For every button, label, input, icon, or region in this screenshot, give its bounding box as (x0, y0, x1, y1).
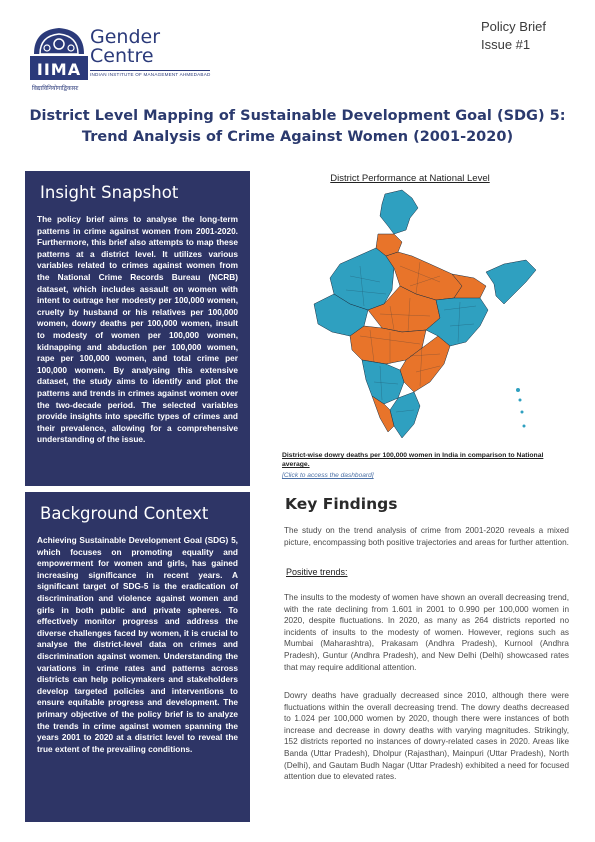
logo-iima-text: IIMA (36, 60, 82, 79)
insight-snapshot-panel (25, 171, 250, 486)
india-district-map (290, 186, 540, 448)
policy-brief-label: Policy Brief (481, 19, 547, 34)
map-island-3 (521, 411, 524, 414)
map-caption: District-wise dowry deaths per 100,000 women in India in comparison to National average. (282, 452, 544, 468)
gender-centre-logo (30, 24, 230, 96)
background-heading: Background Context (40, 504, 209, 523)
map-region-karnataka (362, 360, 404, 404)
map-title: District Performance at National Level (330, 173, 490, 184)
findings-paragraph-dowry: Dowry deaths have gradually decreased since 2010, although there were fluctuations within the overall decreasing trend. The dowry deaths decreased to 1.024 per 100,000 women by 2020, though there were instances of both increase and decrease in dowry deaths with varying magnitudes. Strikingly, 152 districts reported no instances of dowry-related cases in 2020. Areas like Banda (Uttar Pradesh), Dholpur (Rajasthan), Mainpuri (Uttar Pradesh), North (Delhi), and Gautam Budh Nagar (Uttar Pradesh) exhibited a need for focused attention due to elevated rates. (284, 691, 569, 782)
brief-label-block (481, 18, 561, 54)
insight-heading: Insight Snapshot (40, 183, 179, 202)
issue-label: Issue #1 (481, 37, 531, 52)
page-title (20, 106, 575, 148)
map-island-2 (519, 399, 522, 402)
findings-intro: The study on the trend analysis of crime from 2001-2020 reveals a mixed picture, encompassing both positive trajectories and areas for further attention. (284, 526, 569, 547)
background-context-panel (25, 492, 250, 822)
dashboard-link[interactable]: [Click to access the dashboard] (282, 472, 374, 479)
findings-paragraph-insults: The insults to the modesty of women have shown an overall decreasing trend, with the rate declining from 1.601 in 2001 to 0.990 per 100,000 women in 2020, despite fluctuations. In 2020, as many as 264 districts reported no incidents of insults to the modesty of women. However, regions such as Mumbai (Maharashtra), Prakasam (Andhra Pradesh), Kurnool (Andhra Pradesh), Guntur (Andhra Pradesh), and New Delhi (Delhi) showcased rates that may require additional attention. (284, 593, 569, 672)
title-line-1: District Level Mapping of Sustainable Development Goal (SDG) 5: (29, 108, 566, 124)
logo-gender-text: Gender (90, 26, 161, 48)
title-line-2: Trend Analysis of Crime Against Women (2001-2020) (81, 129, 514, 145)
map-island-1 (516, 388, 520, 392)
logo-subtitle: INDIAN INSTITUTE OF MANAGEMENT AHMEDABAD (90, 72, 211, 77)
map-region-northeast (486, 260, 536, 304)
positive-trends-label: Positive trends: (286, 567, 348, 577)
logo-motto: विद्याविनियोगाद्विकासः (32, 86, 79, 92)
background-body: Achieving Sustainable Development Goal (SDG) 5, which focuses on promoting equality and empowerment for women and girls, has gained increasing significance in recent years. A significant target of SDG-5 is the eradication of discrimination and violence against women and girls in both public and private spheres. To effectively monitor progress and address the diverse challenges faced by women, it is crucial to analyse the district-level data on crimes and discrimination against women. Understanding the variations in crime rates and patterns across districts can help policymakers and stakeholders develop targeted policies and interventions to ensure equitable progress and development. The primary objective of the policy brief is to analyze the trends in crime against women spanning the years 2001 to 2020 at a district level to reveal the true extent of the prevailing conditions. (37, 535, 238, 754)
map-region-north (380, 190, 418, 234)
map-island-4 (523, 425, 526, 428)
logo-centre-text: Centre (90, 45, 154, 67)
key-findings-heading: Key Findings (285, 495, 398, 513)
insight-body: The policy brief aims to analyse the long-term patterns in crime against women from 2001-2020. Furthermore, this brief also attempts to map these patterns at a district level. It utilizes various variables related to crimes against women from the National Crime Records Bureau (NCRB) dataset, which includes assault on women with intent to outrage her modesty per 100,000 women, cruelty by husband or his relatives per 100,000 women, dowry deaths per 100,000 women, insult to modesty of women per 100,000 women, kidnapping and abduction per 100,000 women, rape per 100,000 women, and total crime per 100,000 women. By analysing this extensive dataset, the study aims to identify and plot the patterns and trends in crimes against women over the two-decade period. The selected variables provide insights into specific types of crimes and their prevalence, allowing for a comprehensive understanding of the issue. (37, 214, 238, 445)
